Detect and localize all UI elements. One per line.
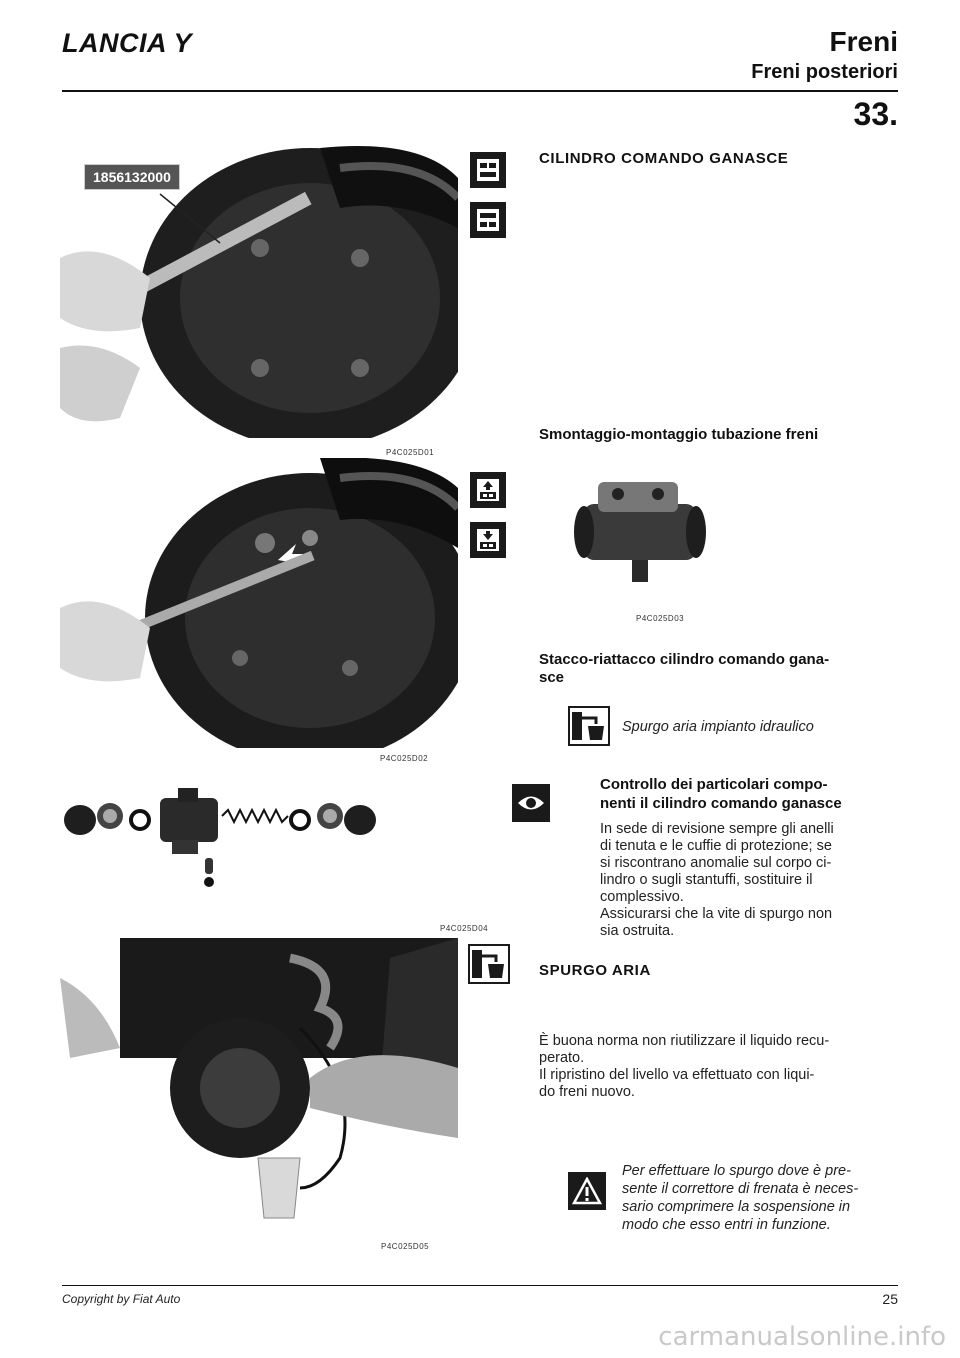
photo-code-4: P4C025D05 (381, 1242, 430, 1251)
bleed-icon (568, 706, 610, 746)
brake-drum-photo-2 (60, 458, 458, 748)
warning-text (622, 1162, 902, 1234)
spurgo-line: perato. (539, 1050, 585, 1066)
label-smontaggio-tubazione: Smontaggio-montaggio tubazione freni (539, 426, 819, 443)
warning-line: sario comprimere la sospensione in (622, 1199, 851, 1215)
watermark-text: carmanualsonline.info (658, 1322, 946, 1352)
controllo-line: si riscontrano anomalie sul corpo ci- (600, 855, 832, 871)
controllo-body (600, 821, 900, 940)
label-stacco-line1: Stacco-riattacco cilindro comando gana- (539, 651, 830, 668)
section-title: Freni (829, 26, 898, 57)
brand-title: LANCIA Y (62, 28, 193, 58)
detach-icon (470, 472, 506, 508)
footer-divider (62, 1285, 898, 1286)
heading-spurgo-aria: SPURGO ARIA (539, 962, 651, 979)
copyright-text: Copyright by Fiat Auto (62, 1292, 181, 1306)
controllo-line: In sede di revisione sempre gli anelli (600, 821, 834, 837)
warning-line: Per effettuare lo spurgo dove è pre- (622, 1163, 851, 1179)
page-number: 25 (882, 1291, 898, 1307)
photo-air-bleeding (60, 938, 458, 1230)
controllo-title-line1: Controllo dei particolari compo- (600, 776, 828, 793)
warning-line: sente il correttore di frenata è neces- (622, 1181, 859, 1197)
disassemble-icon (470, 152, 506, 188)
photo-code-1: P4C025D01 (386, 448, 435, 457)
warning-icon (568, 1172, 606, 1210)
photo-code-2: P4C025D02 (380, 754, 429, 763)
photo-brake-pipe-removal (60, 138, 458, 438)
exploded-parts-diagram (60, 770, 480, 890)
bleed-icon-2 (468, 944, 510, 984)
heading-cilindro-comando: CILINDRO COMANDO GANASCE (539, 150, 789, 167)
controllo-line: sia ostruita. (600, 923, 675, 939)
photo-wheel-cylinder (570, 474, 710, 602)
wheel-cylinder-photo (570, 474, 710, 602)
controllo-line: complessivo. (600, 889, 684, 905)
photo-code-3: P4C025D03 (636, 614, 685, 623)
spurgo-note: Spurgo aria impianto idraulico (622, 719, 814, 735)
photo-cylinder-detach (60, 458, 458, 748)
section-subtitle: Freni posteriori (751, 61, 898, 83)
page-section-number: 33. (853, 96, 898, 132)
tool-number-label: 1856132000 (84, 164, 180, 190)
spurgo-body (539, 1033, 899, 1101)
spurgo-line: do freni nuovo. (539, 1084, 635, 1100)
controllo-line: lindro o sugli stantuffi, sostituire il (600, 872, 813, 888)
controllo-line: Assicurarsi che la vite di spurgo non (600, 906, 833, 922)
photo-code-diagram: P4C025D04 (440, 924, 489, 933)
label-stacco-line2: sce (539, 669, 565, 686)
bleeding-photo (60, 938, 458, 1230)
assemble-icon (470, 202, 506, 238)
warning-line: modo che esso entri in funzione. (622, 1217, 831, 1233)
inspect-eye-icon (512, 784, 550, 822)
attach-icon (470, 522, 506, 558)
header-divider (62, 90, 898, 92)
spurgo-line: Il ripristino del livello va effettuato con liqui- (539, 1067, 815, 1083)
cylinder-exploded-diagram (60, 770, 480, 890)
spurgo-line: È buona norma non riutilizzare il liquido recu- (539, 1033, 830, 1049)
controllo-line: di tenuta e le cuffie di protezione; se (600, 838, 832, 854)
controllo-title-line2: nenti il cilindro comando ganasce (600, 795, 842, 812)
